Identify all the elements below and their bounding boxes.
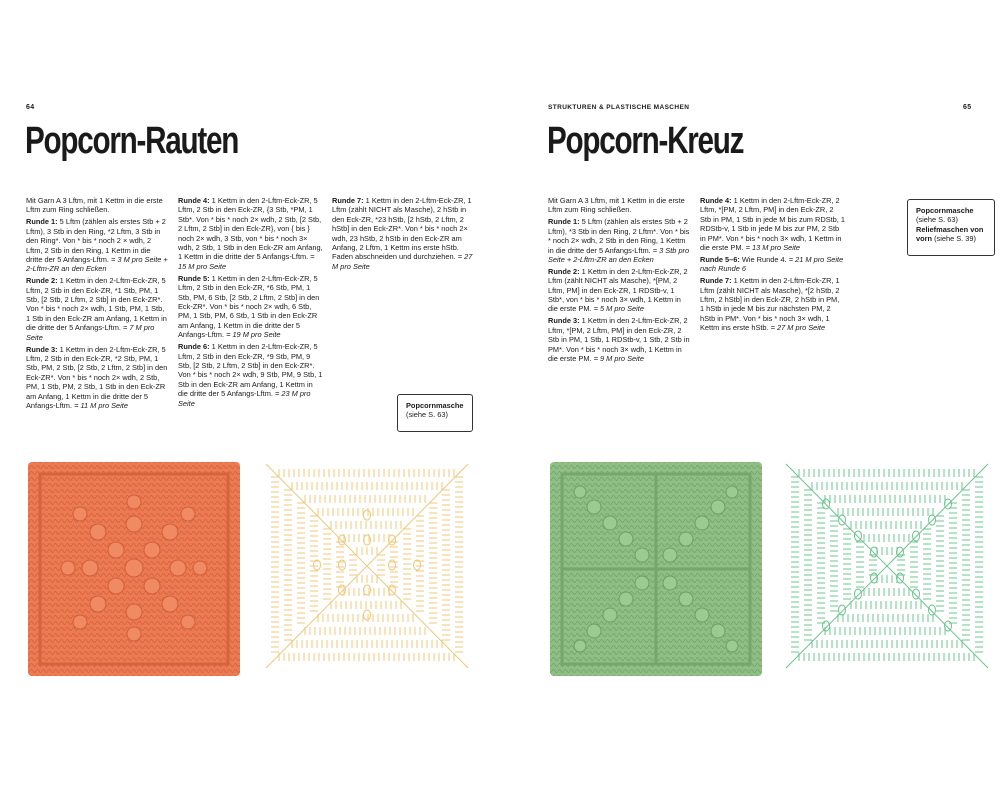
round-2: Runde 2: 1 Kettm in den 2-Lftm-Eck-ZR, 5 Lftm, 2 Stb in den Eck-ZR, *1 Stb, PM, 1 Stb, [2 Stb, 2 Lftm, 2 Stb] in den Eck-ZR*. Von * bis * noch 2× wdh, 1 Stb, PM, 1 Stb, 1 Stb in den Eck-ZR am Anfang, 1 Kettm in die dritte der 5 Anfangs-Lftm. = 7 M pro Seite: [26, 276, 167, 342]
round-7: Runde 7: 1 Kettm in den 2-Lftm-Eck-ZR, 1 Lftm (zählt NICHT als Masche), *[2 hStb, 2 Lftm, 2 hStb] in den Eck-ZR, 2 hStb in PM, 1 hStb in jede M bis zur nächsten PM, 2 hStb in PM*. Von * bis * noch 3× wdh, 1 Kettm ins erste hStb. = 27 M pro Seite: [700, 276, 840, 333]
instructions-column-2-left: [178, 196, 323, 410]
ref-title-1: Popcornmasche: [916, 206, 974, 215]
instructions-column-3-left: [332, 196, 474, 274]
page-title-left: Popcorn-Rauten: [25, 120, 239, 162]
ref-title: Popcornmasche: [406, 401, 464, 410]
round-1: Runde 1: 5 Lftm (zählen als erstes Stb + 2 Lftm), 3 Stb in den Ring, *2 Lftm, 3 Stb in den Ring*. Von * bis * noch 2 × wdh, 2 Lftm, 2 Stb in den Ring, 1 Kettm in die dritte der 5 Anfangs-Lftm. = 3 M pro Seite + 2-Lftm-ZR an den Ecken: [26, 217, 168, 274]
instructions-column-2-right: [700, 196, 845, 335]
round-6: Runde 6: 1 Kettm in den 2-Lftm-Eck-ZR, 5 Lftm, 2 Stb in den Eck-ZR, *9 Stb, PM, 9 Stb, [2 Stb, 2 Lftm, 2 Stb] in den Eck-ZR*. Von * bis * noch 2× wdh, 9 Stb, PM, 9 Stb, 1 Stb in den Eck-ZR am Anfang, 1 Kettm in die dritte der 5 Anfangs-Lftm. = 23 M pro Seite: [178, 342, 323, 408]
page-title-right: Popcorn-Kreuz: [547, 120, 744, 162]
round-7: Runde 7: 1 Kettm in den 2-Lftm-Eck-ZR, 1 Lftm (zählt NICHT als Masche), 2 hStb in den Eck-ZR, *23 hStb, [2 hStb, 2 Lftm, 2 hStb] in den Eck-ZR*. Von * bis * noch 2× wdh, 23 hStb, 2 hStb in den Eck-ZR am Anfang, 2 Lftm, 1 Kettm ins erste hStb. Faden abschneiden und durchziehen. = 27 M pro Seite: [332, 196, 473, 271]
ref-title-2: Reliefmaschen von vorn: [916, 224, 984, 244]
reference-box-left: [397, 394, 473, 432]
round-4: Runde 4: 1 Kettm in den 2-Lftm-Eck-ZR, 5 Lftm, 2 Stb in den Eck-ZR, {3 Stb, *PM, 1 Stb*. Von * bis * noch 2× wdh, 2 Stb, [2 Stb, 2 Lftm, 2 Stb] in den Eck-ZR}, von { bis } noch 2× wdh, 3 Stb, von * bis * noch 3× wdh, 2 Stb, 1 Stb in den Eck-ZR am Anfang, 1 Kettm in die dritte der 5 Anfangs-Lftm. = 15 M pro Seite: [178, 196, 323, 271]
crochet-photo-popcorn-rauten: [24, 458, 244, 680]
round-5: Runde 5: 1 Kettm in den 2-Lftm-Eck-ZR, 5 Lftm, 2 Stb in den Eck-ZR, *6 Stb, PM, 1 Stb, PM, 6 Stb, [2 Stb, 2 Lftm, 2 Stb] in den Eck-ZR*. Von * bis * noch 2× wdh, 6 Stb, PM, 1 Stb, PM, 6 Stb, 1 Stb in den Eck-ZR am Anfang, 1 Kettm in die dritte der 5 Anfangs-Lftm. = 19 M pro Seite: [178, 273, 320, 340]
stitch-chart-popcorn-rauten: [262, 460, 472, 672]
crochet-photo-popcorn-kreuz: [546, 458, 766, 680]
intro-text: Mit Garn A 3 Lftm, mit 1 Kettm in die erste Lftm zum Ring schließen.: [548, 196, 685, 215]
page-number-left: 64: [26, 104, 35, 111]
page-number-right: 65: [963, 104, 972, 111]
instructions-column-1-left: [26, 196, 168, 413]
intro-text: Mit Garn A 3 Lftm, mit 1 Kettm in die erste Lftm zum Ring schließen.: [26, 196, 163, 215]
round-4: Runde 4: 1 Kettm in den 2-Lftm-Eck-ZR, 2 Lftm, *[PM, 2 Lftm, PM] in den Eck-ZR, 2 Stb in PM, 1 Stb in jede M bis zum RDStb, 1 RDStb-v, 1 Stb in jede M bis zur PM, 2 Stb in PM*. Von * bis * noch 3× wdh, 1 Kettm in die erste PM. = 13 M pro Seite: [700, 196, 845, 253]
round-2: Runde 2: 1 Kettm in den 2-Lftm-Eck-ZR, 2 Lftm (zählt NICHT als Masche), *[PM, 2 Lftm, PM] in den Eck-ZR, 1 RDStb-v, 1 Stb*, von * bis * noch 3× wdh, 1 Kettm in die erste PM. = 5 M pro Seite: [548, 266, 688, 314]
round-5-6: Runde 5–6: Wie Runde 4. = 21 M pro Seite nach Runde 6: [700, 254, 844, 274]
ref-text-2: (siehe S. 39): [932, 234, 976, 244]
round-1: Runde 1: 5 Lftm (zählen als erstes Stb + 2 Lftm), *3 Stb in den Ring, 2 Lftm*. Von * bis * noch 2× wdh, 2 Stb in den Ring, 1 Kettm in die dritte der 5 Anfangs-Lftm. = 3 Stb pro Seite + 2-Lftm-ZR an den Ecken: [548, 217, 690, 264]
stitch-chart-popcorn-kreuz: [782, 460, 992, 672]
round-3: Runde 3: 1 Kettm in den 2-Lftm-Eck-ZR, 2 Lftm, *[PM, 2 Lftm, PM] in den Eck-ZR, 2 Stb in PM, 1 Stb, 1 RDStb-v, 1 Stb, 2 Stb in PM*. Von * bis * noch 3× wdh, 1 Kettm in die erste PM. = 9 M pro Seite: [548, 316, 690, 363]
ref-text: (siehe S. 63): [406, 410, 448, 420]
round-3: Runde 3: 1 Kettm in den 2-Lftm-Eck-ZR, 5 Lftm, 2 Stb in den Eck-ZR, *2 Stb, PM, 1 Stb, PM, 2 Stb, [2 Stb, 2 Lftm, 2 Stb] in den Eck-ZR*. Von * bis * noch 2× wdh, 2 Stb, PM, 1 Stb, PM, 2 Stb, 1 Stb in den Eck-ZR am Anfang, 1 Kettm in die dritte der 5 Anfangs-Lftm. = 11 M pro Seite: [26, 344, 168, 411]
reference-box-right: [907, 199, 995, 256]
ref-text-1: (siehe S. 63): [916, 215, 958, 225]
instructions-column-1-right: [548, 196, 690, 366]
section-header: STRUKTUREN & PLASTISCHE MASCHEN: [548, 104, 690, 111]
